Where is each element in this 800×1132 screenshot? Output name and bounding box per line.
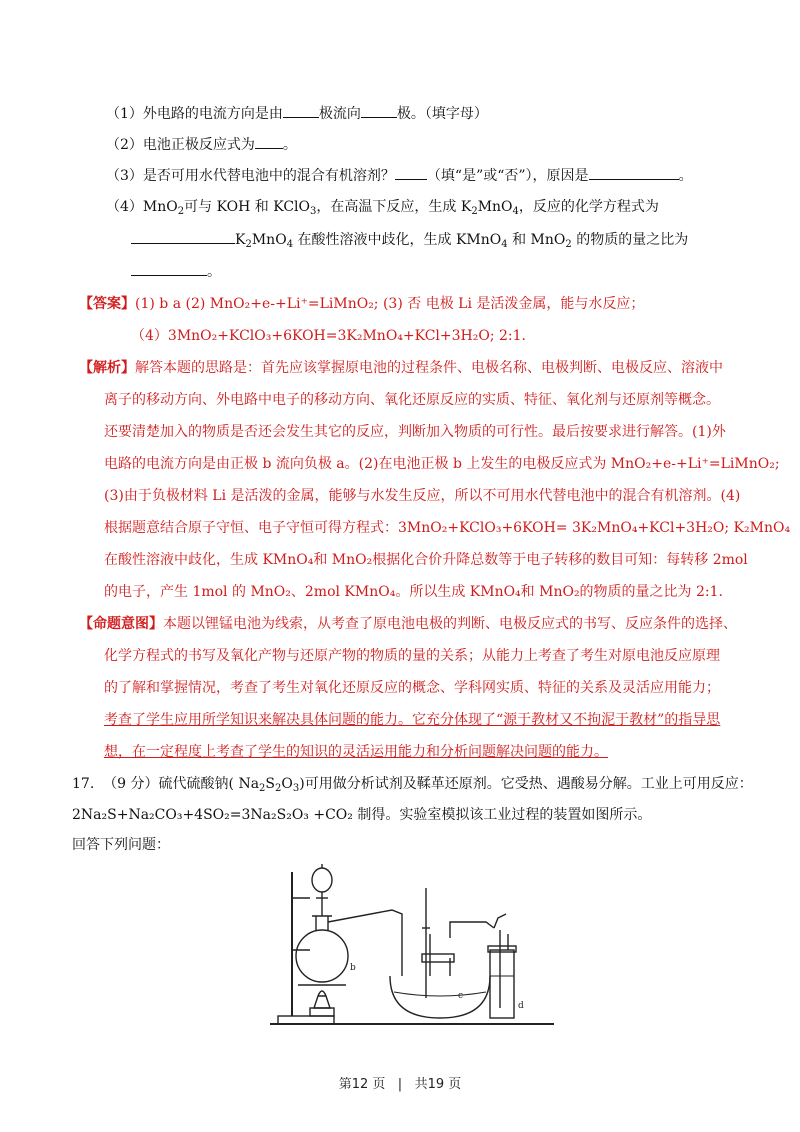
- intent-text-3: 的了解和掌握情况，考查了考生对氧化还原反应的概念、学科网实质、特征的关系及灵活应用能力；: [104, 680, 720, 696]
- q17-number: 17.: [72, 776, 95, 792]
- q17-t3: O: [281, 776, 293, 792]
- q4-t7: MnO: [251, 232, 287, 248]
- q4-line-3: [131, 261, 221, 282]
- q17-score: （9 分）: [103, 776, 159, 792]
- q2-line: [106, 134, 297, 155]
- q4-t5: ，反应的化学方程式为: [518, 199, 659, 215]
- q4-s2: 3: [310, 206, 317, 217]
- q1-blank-from[interactable]: [283, 103, 319, 118]
- q3-number: （3）: [106, 168, 143, 184]
- analysis-text-7: 在酸性溶液中歧化，生成 KMnO₄和 MnO₂根据化合价升降总数等于电子转移的数目可知：每转移 2mol: [104, 552, 748, 568]
- q17-t2: S: [265, 776, 276, 792]
- q1-text-end: 极。（填字母）: [396, 106, 488, 122]
- q4-line-2: [131, 229, 688, 250]
- analysis-tag: 【解析】: [79, 360, 135, 376]
- q2-blank[interactable]: [255, 134, 283, 149]
- q1-text: 外电路的电流方向是由: [142, 106, 283, 122]
- q17-line-1: [72, 774, 753, 794]
- q4-t10: 的物质的量之比为: [571, 232, 689, 248]
- q17-prompt: 回答下列问题：: [72, 837, 170, 853]
- footer-separator: |: [397, 1077, 403, 1092]
- q4-s5: 2: [245, 239, 252, 250]
- analysis-text-5: (3)由于负极材料 Li 是活泼的金属，能够与水发生反应，所以不可用水代替电池中的混合有机溶剂。(4): [104, 488, 741, 504]
- q4-blank-equation[interactable]: [131, 229, 235, 244]
- q17-line-2: [72, 805, 651, 825]
- q4-s7: 4: [501, 239, 508, 250]
- intent-text-4: 考查了学生应用所学知识来解决具体问题的能力。它充分体现了“源于教材又不拘泥于教材”的指导思: [104, 712, 721, 728]
- q3-text-end: 。: [678, 168, 693, 184]
- intent-text-1: 本题以锂锰电池为线索，从考查了原电池电极的判断、电极反应式的书写、反应条件的选择、: [163, 616, 737, 632]
- q17-t4: )可用做分析试剂及鞣革还原剂。它受热、遇酸易分解。工业上可用反应：: [299, 776, 753, 792]
- q3-text: 是否可用水代替电池中的混合有机溶剂？: [142, 168, 395, 184]
- q3-blank-yesno[interactable]: [395, 165, 427, 180]
- q4-s8: 2: [565, 239, 572, 250]
- analysis-line-4: [104, 454, 780, 474]
- answer-text-1: (1) b a (2) MnO₂+e-+Li⁺=LiMnO₂; (3) 否 电极 Li 是活泼金属，能与水反应；: [135, 296, 645, 312]
- q3-blank-reason[interactable]: [589, 165, 679, 180]
- intent-line-4: [104, 710, 720, 730]
- q4-s1: 2: [177, 206, 185, 217]
- q4-t6: K: [235, 232, 246, 248]
- answer-text-2: （4）3MnO₂+KClO₃+6KOH=3K₂MnO₄+KCl+3H₂O; 2:1.: [131, 328, 526, 344]
- apparatus-figure: [262, 858, 562, 1030]
- label-b: b: [350, 963, 356, 973]
- intent-line-1: [79, 614, 737, 634]
- analysis-line-5: [104, 486, 740, 506]
- q17-s3: 3: [292, 783, 300, 794]
- q4-t3: ，在高温下反应，生成 K: [316, 199, 472, 215]
- apparatus-diagram: [262, 858, 562, 1030]
- intent-tag: 【命题意图】: [79, 616, 163, 632]
- q4-s6: 4: [286, 239, 294, 250]
- intent-text-2: 化学方程式的书写及氧化产物与还原产物的物质的量的关系；从能力上考查了考生对原电池反应原理: [104, 648, 720, 664]
- page-number: 第12 页: [338, 1077, 386, 1092]
- q4-s3: 2: [471, 206, 478, 217]
- intent-text-5: 想，在一定程度上考查了学生的知识的灵活运用能力和分析问题解决问题的能力。: [104, 744, 608, 760]
- q17-equation: 2Na₂S+Na₂CO₃+4SO₂=3Na₂S₂O₃ +CO₂ 制得。实验室模拟该工业过程的装置如图所示。: [72, 807, 652, 823]
- analysis-line-3: [104, 422, 726, 442]
- q1-blank-to[interactable]: [361, 103, 397, 118]
- q1-line: [106, 103, 488, 124]
- analysis-text-1: 解答本题的思路是：首先应该掌握原电池的过程条件、电极名称、电极判断、电极反应、溶液中: [135, 360, 723, 376]
- q4-s4: 4: [512, 206, 519, 217]
- page-footer: [0, 1073, 800, 1092]
- analysis-text-4: 电路的电流方向是由正极 b 流向负极 a。(2)在电池正极 b 上发生的电极反应式为 MnO₂+e-+Li⁺=LiMnO₂;: [104, 456, 780, 472]
- q4-t1: MnO: [142, 199, 178, 215]
- analysis-line-1: [79, 358, 723, 378]
- q17-t1: 硫代硫酸钠( Na: [158, 776, 260, 792]
- analysis-line-2: [104, 390, 720, 410]
- q4-t9: 和 MnO: [507, 232, 566, 248]
- analysis-line-8: [104, 582, 723, 602]
- analysis-text-6: 根据题意结合原子守恒、电子守恒可得方程式：3MnO₂+KClO₃+6KOH= 3K₂MnO₄+KCl+3H₂O; K₂MnO₄: [104, 520, 791, 536]
- label-d: d: [518, 1001, 524, 1011]
- q1-number: （1）: [106, 106, 143, 122]
- q4-blank-ratio[interactable]: [131, 261, 207, 276]
- answer-line-2: [131, 326, 526, 346]
- analysis-text-2: 离子的移动方向、外电路中电子的移动方向、氧化还原反应的实质、特征、氧化剂与还原剂等概念。: [104, 392, 720, 408]
- q4-t8: 在酸性溶液中歧化，生成 KMnO: [293, 232, 502, 248]
- answer-line-1: [79, 294, 644, 314]
- analysis-line-7: [104, 550, 748, 570]
- intent-line-5: [104, 742, 608, 762]
- q2-text: 电池正极反应式为: [142, 137, 255, 153]
- q4-t4: MnO: [477, 199, 513, 215]
- q17-line-3: [72, 835, 170, 855]
- intent-line-2: [104, 646, 720, 666]
- intent-line-3: [104, 678, 720, 698]
- q2-number: （2）: [106, 137, 143, 153]
- q2-text-end: 。: [282, 137, 297, 153]
- q3-text-mid: （填“是”或“否”），原因是: [426, 168, 589, 184]
- q4-t2: 可与 KOH 和 KClO: [184, 199, 311, 215]
- analysis-text-3: 还要清楚加入的物质是否还会发生其它的反应，判断加入物质的可行性。最后按要求进行解答。(1)外: [104, 424, 726, 440]
- analysis-line-6: [104, 518, 790, 538]
- q4-t11: 。: [207, 264, 221, 280]
- q17-s1: 2: [259, 783, 266, 794]
- analysis-text-8: 的电子，产生 1mol 的 MnO₂、2mol KMnO₄。所以生成 KMnO₄和 MnO₂的物质的量之比为 2:1.: [104, 584, 723, 600]
- q17-s2: 2: [275, 783, 282, 794]
- q3-line: [106, 165, 693, 186]
- q1-text-mid: 极流向: [318, 106, 361, 122]
- answer-tag: 【答案】: [79, 296, 135, 312]
- q4-number: （4）: [106, 199, 143, 215]
- label-c: c: [458, 991, 464, 1001]
- total-pages: 共19 页: [414, 1077, 462, 1092]
- q4-line-1: [106, 197, 659, 217]
